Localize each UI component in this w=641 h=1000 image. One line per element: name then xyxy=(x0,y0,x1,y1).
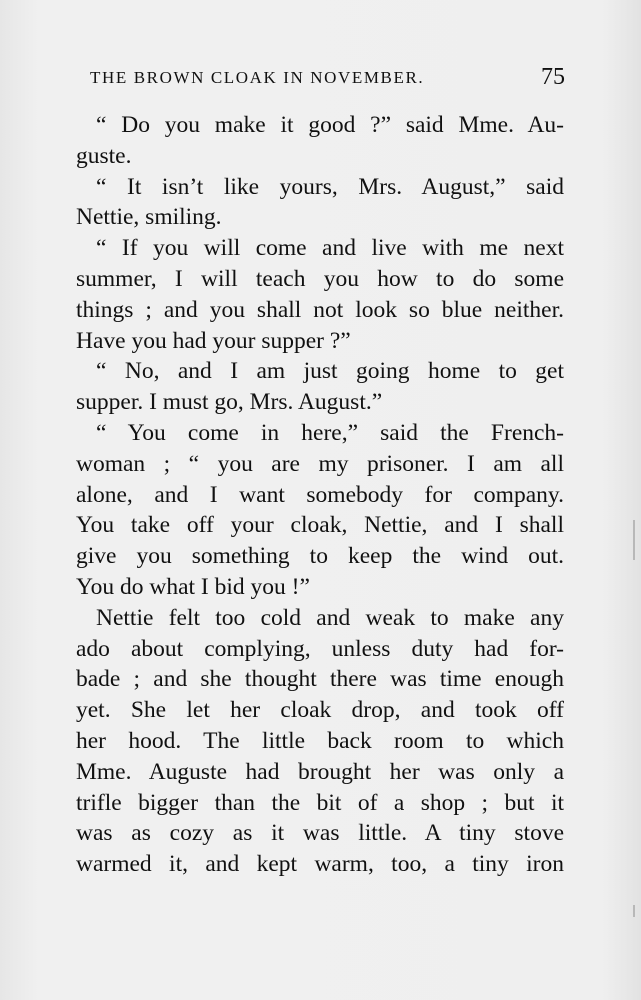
text-line: “ If you will come and live with me next xyxy=(96,235,564,262)
text-line: yet. She let her cloak drop, and took off xyxy=(76,697,564,724)
text-line: “ You come in here,” said the French- xyxy=(96,419,564,446)
text-line: things ; and you shall not look so blue neither. xyxy=(76,296,564,323)
text-line: bade ; and she thought there was time enough xyxy=(76,666,564,693)
text-line: Have you had your supper ?” xyxy=(76,327,351,354)
text-line: was as cozy as it was little. A tiny stove xyxy=(76,820,564,847)
text-line: her hood. The little back room to which xyxy=(76,727,564,754)
margin-mark xyxy=(633,905,635,917)
text-line: trifle bigger than the bit of a shop ; but it xyxy=(76,789,564,816)
text-line: Mme. Auguste had brought her was only a xyxy=(76,758,564,785)
text-line: “ Do you make it good ?” said Mme. Au- xyxy=(96,112,564,138)
text-line: guste. xyxy=(76,142,132,169)
text-line: “ No, and I am just going home to get xyxy=(96,358,564,385)
running-title: THE BROWN CLOAK IN NOVEMBER. xyxy=(90,68,425,87)
text-line: You do what I bid you !” xyxy=(76,573,310,600)
text-line: Nettie felt too cold and weak to make any xyxy=(96,604,564,631)
page-number: 75 xyxy=(541,64,565,90)
text-line: supper. I must go, Mrs. August.” xyxy=(76,389,383,416)
text-line: give you something to keep the wind out. xyxy=(76,543,564,570)
text-line: “ It isn’t like yours, Mrs. August,” said xyxy=(96,173,564,200)
text-line: ado about complying, unless duty had for- xyxy=(76,635,564,662)
running-head xyxy=(90,64,565,94)
text-line: alone, and I want somebody for company. xyxy=(76,481,564,508)
text-line: woman ; “ you are my prisoner. I am all xyxy=(76,450,564,477)
text-line: summer, I will teach you how to do some xyxy=(76,265,564,292)
text-line: warmed it, and kept warm, too, a tiny iron xyxy=(76,851,564,878)
margin-mark xyxy=(633,520,635,560)
body-text xyxy=(76,110,564,880)
text-line: Nettie, smiling. xyxy=(76,204,222,231)
text-line: You take off your cloak, Nettie, and I shall xyxy=(76,512,564,539)
